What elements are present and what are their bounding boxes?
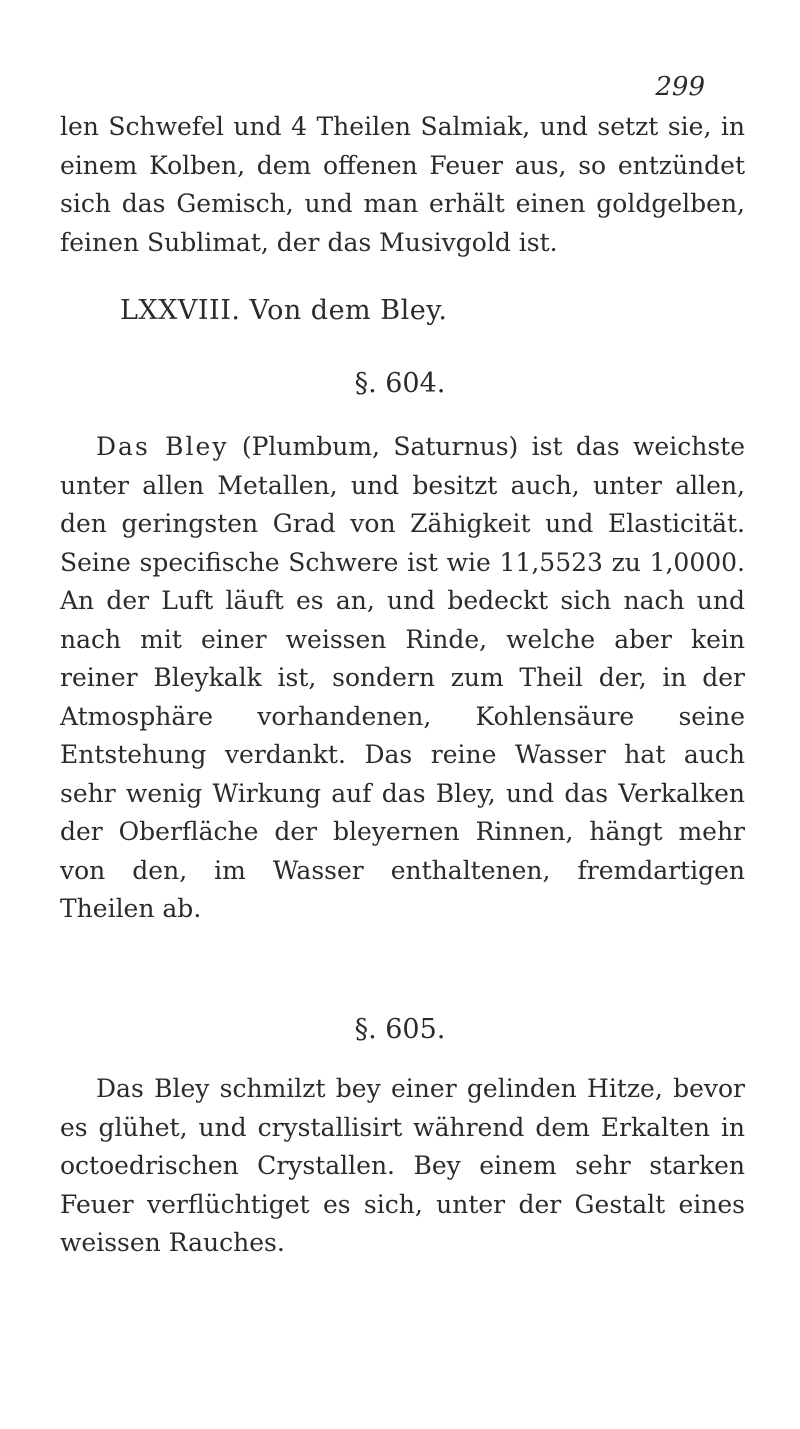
chapter-number: LXXVIII. [120, 295, 241, 326]
section-604-lead: Das Bley [96, 432, 229, 461]
section-605-heading: §. 605. [354, 1014, 446, 1045]
chapter-title: Von dem Bley. [249, 295, 448, 326]
section-604-heading: §. 604. [354, 368, 446, 399]
intro-paragraph [60, 108, 745, 262]
section-605-paragraph [60, 1070, 745, 1263]
page-number: 299 [655, 72, 705, 102]
chapter-heading [120, 295, 447, 326]
section-604-text: (Plumbum, Saturnus) ist das weichste unter allen Metallen, und besitzt auch, unter allen, den geringsten Grad von Zähigkeit und Elasticität. Seine specifische Schwere ist wie 11,5523 zu 1,0000. An der Luft läuft es an, und bedeckt sich nach und nach mit einer weissen Rinde, welche aber kein reiner Bleykalk ist, sondern zum Theil der, in der Atmosphäre vorhandenen, Kohlensäure seine Entstehung verdankt. Das reine Wasser hat auch sehr wenig Wirkung auf das Bley, und das Verkalken der Oberfläche der bleyernen Rinnen, hängt mehr von den, im Wasser enthaltenen, fremdartigen Theilen ab. [60, 432, 745, 923]
intro-text: len Schwefel und 4 Theilen Salmiak, und setzt sie, in einem Kolben, dem offenen Feuer aus, so entzündet sich das Gemisch, und man erhält einen goldgelben, feinen Sublimat, der das Musivgold ist. [60, 112, 745, 257]
section-604-paragraph [60, 428, 745, 929]
section-605-text: Das Bley schmilzt bey einer gelinden Hitze, bevor es glühet, und crystallisirt während dem Erkalten in octoedrischen Crystallen. Bey einem sehr starken Feuer verflüchtiget es sich, unter der Gestalt eines weissen Rauches. [60, 1074, 745, 1257]
